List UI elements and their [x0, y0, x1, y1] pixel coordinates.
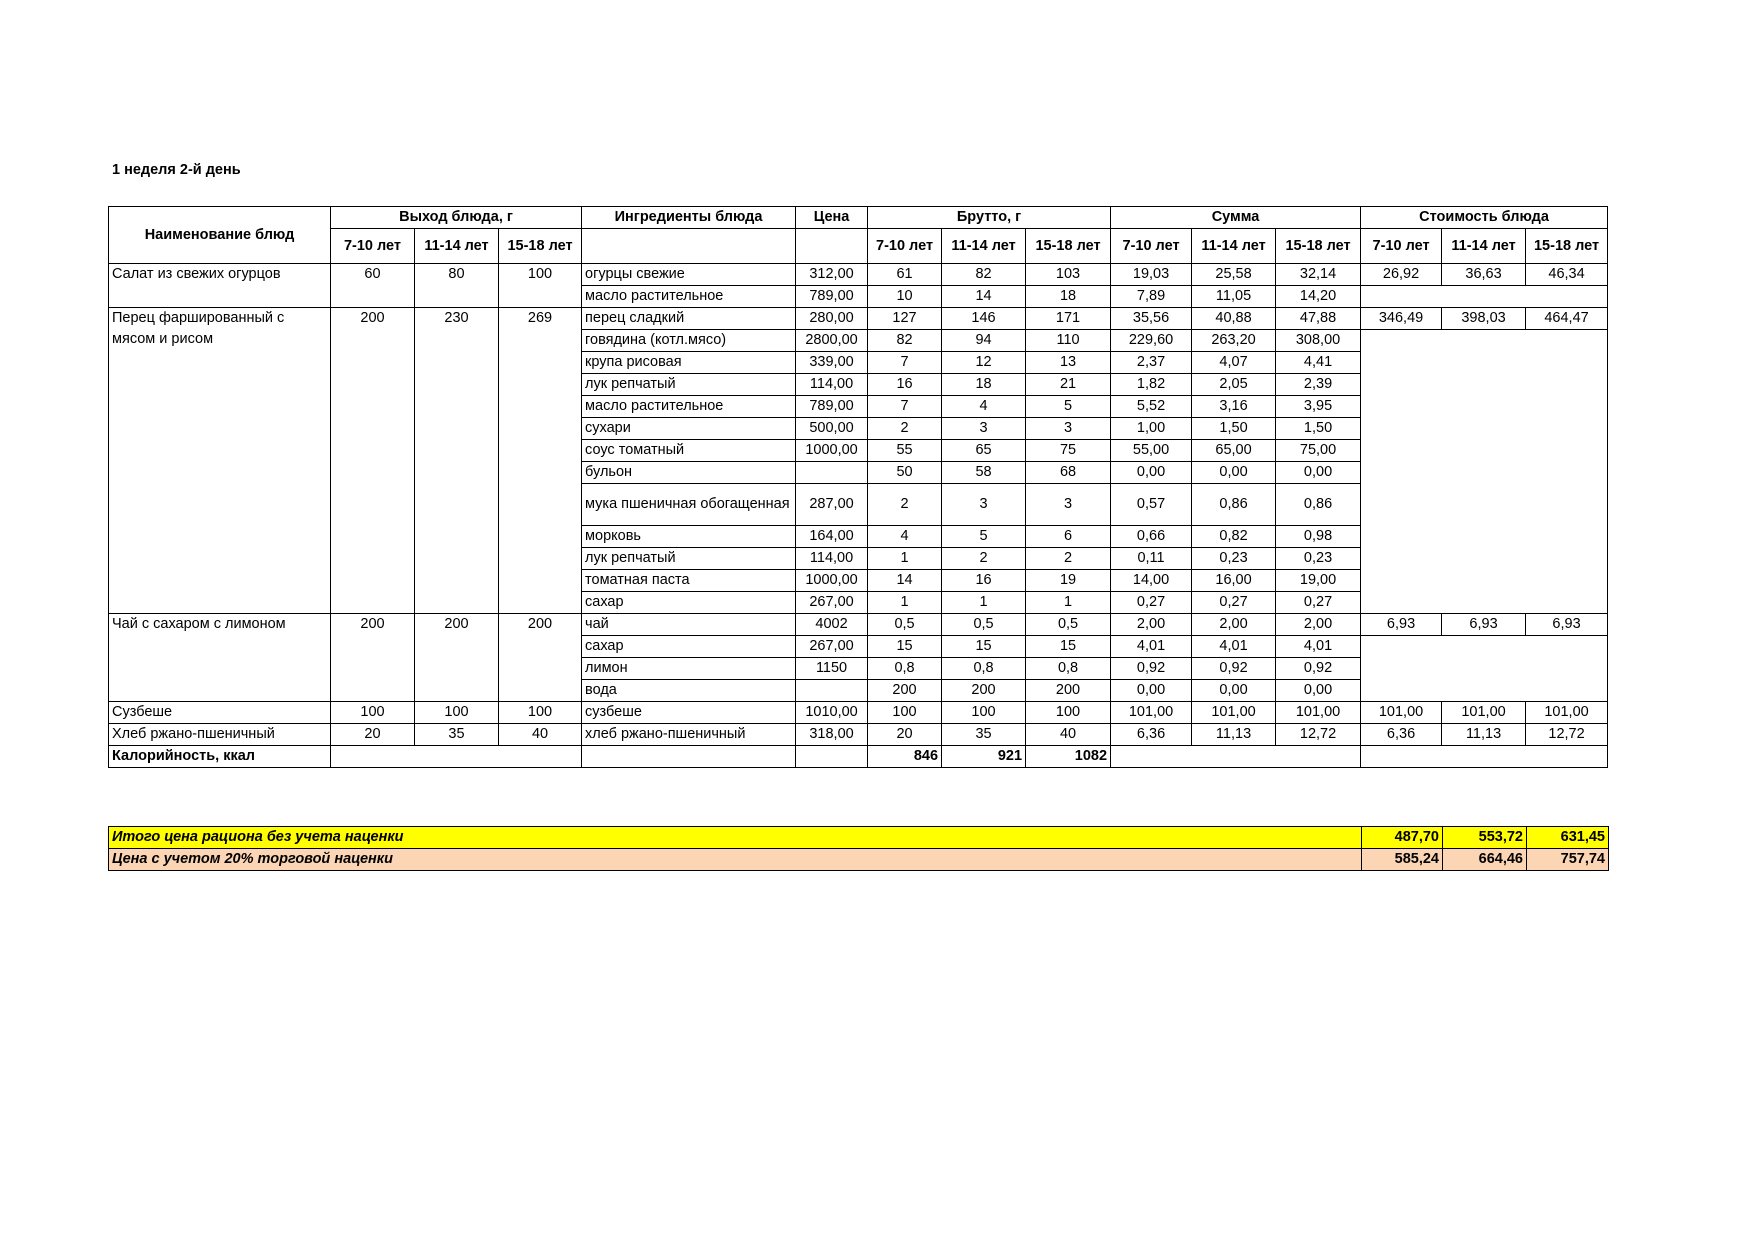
ingredient-price: 4002 — [796, 614, 868, 636]
ingredient-brutto: 16 — [942, 570, 1026, 592]
ingredient-sum: 0,27 — [1111, 592, 1192, 614]
ingredient-sum: 65,00 — [1192, 440, 1276, 462]
ingredient-sum: 47,88 — [1276, 308, 1361, 330]
dish-output: 40 — [499, 724, 582, 746]
ingredient-brutto: 3 — [942, 484, 1026, 526]
ingredient-price: 1000,00 — [796, 570, 868, 592]
ingredient-brutto: 100 — [1026, 702, 1111, 724]
calories-blank — [331, 746, 582, 768]
ingredient-brutto: 82 — [868, 330, 942, 352]
ingredient-name: перец сладкий — [582, 308, 796, 330]
table-row — [109, 702, 1608, 724]
calories-blank — [1111, 746, 1361, 768]
ingredient-sum: 4,41 — [1276, 352, 1361, 374]
ingredient-brutto: 146 — [942, 308, 1026, 330]
ingredient-brutto: 3 — [1026, 484, 1111, 526]
ingredient-brutto: 0,5 — [868, 614, 942, 636]
totals-value: 757,74 — [1527, 849, 1609, 871]
ingredient-brutto: 3 — [1026, 418, 1111, 440]
ingredient-name: лук репчатый — [582, 374, 796, 396]
header-sum-age-1: 7-10 лет — [1111, 229, 1192, 264]
totals-label: Цена с учетом 20% торговой наценки — [109, 849, 1362, 871]
calories-blank — [1361, 746, 1608, 768]
ingredient-sum: 0,92 — [1111, 658, 1192, 680]
ingredient-price: 318,00 — [796, 724, 868, 746]
ingredient-sum: 2,00 — [1192, 614, 1276, 636]
ingredient-sum: 0,00 — [1111, 680, 1192, 702]
dish-cost: 6,93 — [1526, 614, 1608, 636]
ingredient-sum: 35,56 — [1111, 308, 1192, 330]
dish-name: Чай с сахаром с лимоном — [109, 614, 331, 702]
ingredient-brutto: 40 — [1026, 724, 1111, 746]
dish-output: 269 — [499, 308, 582, 614]
calories-blank — [582, 746, 796, 768]
ingredient-sum: 3,16 — [1192, 396, 1276, 418]
ingredient-sum: 32,14 — [1276, 264, 1361, 286]
ingredient-brutto: 6 — [1026, 526, 1111, 548]
ingredient-price: 267,00 — [796, 636, 868, 658]
ingredient-name: сахар — [582, 592, 796, 614]
dish-output: 100 — [415, 702, 499, 724]
ingredient-brutto: 200 — [942, 680, 1026, 702]
ingredient-brutto: 18 — [1026, 286, 1111, 308]
ingredient-brutto: 1 — [868, 548, 942, 570]
dish-name: Перец фаршированный с мясом и рисом — [109, 308, 331, 614]
totals-row — [109, 827, 1609, 849]
ingredient-brutto: 7 — [868, 396, 942, 418]
ingredient-sum: 19,03 — [1111, 264, 1192, 286]
ingredient-brutto: 10 — [868, 286, 942, 308]
ingredient-name: чай — [582, 614, 796, 636]
ingredient-brutto: 2 — [1026, 548, 1111, 570]
menu-table — [108, 206, 1608, 768]
dish-cost: 11,13 — [1442, 724, 1526, 746]
calories-blank — [796, 746, 868, 768]
ingredient-brutto: 55 — [868, 440, 942, 462]
ingredient-price: 312,00 — [796, 264, 868, 286]
ingredient-name: лук репчатый — [582, 548, 796, 570]
ingredient-brutto: 18 — [942, 374, 1026, 396]
ingredient-sum: 101,00 — [1111, 702, 1192, 724]
ingredient-sum: 12,72 — [1276, 724, 1361, 746]
ingredient-price: 1000,00 — [796, 440, 868, 462]
dish-name: Салат из свежих огурцов — [109, 264, 331, 308]
dish-cost: 12,72 — [1526, 724, 1608, 746]
dish-output: 230 — [415, 308, 499, 614]
ingredient-sum: 4,01 — [1276, 636, 1361, 658]
ingredient-brutto: 15 — [868, 636, 942, 658]
header-cost-age-2: 11-14 лет — [1442, 229, 1526, 264]
dish-output: 200 — [415, 614, 499, 702]
ingredient-sum: 263,20 — [1192, 330, 1276, 352]
ingredient-sum: 0,82 — [1192, 526, 1276, 548]
ingredient-sum: 2,05 — [1192, 374, 1276, 396]
table-row — [109, 724, 1608, 746]
dish-cost: 346,49 — [1361, 308, 1442, 330]
ingredient-sum: 3,95 — [1276, 396, 1361, 418]
ingredient-name: бульон — [582, 462, 796, 484]
ingredient-brutto: 58 — [942, 462, 1026, 484]
ingredient-sum: 19,00 — [1276, 570, 1361, 592]
ingredient-brutto: 2 — [868, 484, 942, 526]
ingredient-name: сахар — [582, 636, 796, 658]
ingredient-sum: 0,23 — [1276, 548, 1361, 570]
ingredient-brutto: 7 — [868, 352, 942, 374]
ingredient-sum: 16,00 — [1192, 570, 1276, 592]
ingredient-brutto: 1 — [868, 592, 942, 614]
cost-blank — [1361, 286, 1608, 308]
calories-value: 921 — [942, 746, 1026, 768]
ingredient-sum: 4,01 — [1111, 636, 1192, 658]
ingredient-price: 287,00 — [796, 484, 868, 526]
ingredient-sum: 0,57 — [1111, 484, 1192, 526]
ingredient-sum: 0,92 — [1276, 658, 1361, 680]
ingredient-brutto: 82 — [942, 264, 1026, 286]
ingredient-sum: 101,00 — [1192, 702, 1276, 724]
ingredient-sum: 0,00 — [1192, 680, 1276, 702]
dish-output: 100 — [331, 702, 415, 724]
header-dish-name: Наименование блюд — [109, 207, 331, 264]
dish-cost: 101,00 — [1526, 702, 1608, 724]
calories-row — [109, 746, 1608, 768]
totals-table — [108, 826, 1609, 871]
ingredient-price — [796, 462, 868, 484]
ingredient-brutto: 200 — [868, 680, 942, 702]
ingredient-sum: 1,00 — [1111, 418, 1192, 440]
ingredient-sum: 0,00 — [1276, 680, 1361, 702]
ingredient-sum: 0,92 — [1192, 658, 1276, 680]
ingredient-brutto: 0,8 — [1026, 658, 1111, 680]
ingredient-price: 280,00 — [796, 308, 868, 330]
ingredient-brutto: 94 — [942, 330, 1026, 352]
ingredient-brutto: 19 — [1026, 570, 1111, 592]
ingredient-price: 114,00 — [796, 548, 868, 570]
dish-output: 35 — [415, 724, 499, 746]
ingredient-brutto: 1 — [1026, 592, 1111, 614]
ingredient-sum: 11,13 — [1192, 724, 1276, 746]
ingredient-price: 789,00 — [796, 396, 868, 418]
ingredient-sum: 40,88 — [1192, 308, 1276, 330]
ingredient-brutto: 103 — [1026, 264, 1111, 286]
header-empty — [796, 229, 868, 264]
header-cost: Стоимость блюда — [1361, 207, 1608, 229]
header-brutto-age-1: 7-10 лет — [868, 229, 942, 264]
calories-label: Калорийность, ккал — [109, 746, 331, 768]
ingredient-brutto: 35 — [942, 724, 1026, 746]
ingredient-sum: 0,00 — [1192, 462, 1276, 484]
ingredient-sum: 2,39 — [1276, 374, 1361, 396]
dish-output: 200 — [499, 614, 582, 702]
header-cost-age-1: 7-10 лет — [1361, 229, 1442, 264]
ingredient-brutto: 100 — [868, 702, 942, 724]
ingredient-price: 267,00 — [796, 592, 868, 614]
cost-blank — [1361, 636, 1608, 702]
ingredient-price: 1150 — [796, 658, 868, 680]
cost-blank — [1361, 330, 1608, 614]
ingredient-name: говядина (котл.мясо) — [582, 330, 796, 352]
ingredient-brutto: 0,5 — [942, 614, 1026, 636]
header-out-age-2: 11-14 лет — [415, 229, 499, 264]
dish-cost: 101,00 — [1442, 702, 1526, 724]
ingredient-brutto: 127 — [868, 308, 942, 330]
ingredient-brutto: 0,8 — [942, 658, 1026, 680]
ingredient-brutto: 5 — [1026, 396, 1111, 418]
header-out-age-3: 15-18 лет — [499, 229, 582, 264]
ingredient-brutto: 4 — [868, 526, 942, 548]
totals-value: 631,45 — [1527, 827, 1609, 849]
header-cost-age-3: 15-18 лет — [1526, 229, 1608, 264]
dish-output: 100 — [499, 264, 582, 308]
totals-value: 585,24 — [1362, 849, 1443, 871]
header-sum-age-3: 15-18 лет — [1276, 229, 1361, 264]
ingredient-name: масло растительное — [582, 286, 796, 308]
ingredient-sum: 11,05 — [1192, 286, 1276, 308]
header-out-age-1: 7-10 лет — [331, 229, 415, 264]
ingredient-price: 789,00 — [796, 286, 868, 308]
ingredient-name: сузбеше — [582, 702, 796, 724]
ingredient-brutto: 4 — [942, 396, 1026, 418]
ingredient-sum: 6,36 — [1111, 724, 1192, 746]
ingredient-brutto: 110 — [1026, 330, 1111, 352]
calories-value: 846 — [868, 746, 942, 768]
ingredient-brutto: 14 — [942, 286, 1026, 308]
ingredient-brutto: 0,8 — [868, 658, 942, 680]
totals-value: 487,70 — [1362, 827, 1443, 849]
ingredient-name: крупа рисовая — [582, 352, 796, 374]
totals-value: 553,72 — [1443, 827, 1527, 849]
header-brutto-age-2: 11-14 лет — [942, 229, 1026, 264]
dish-output: 100 — [499, 702, 582, 724]
header-sum-age-2: 11-14 лет — [1192, 229, 1276, 264]
ingredient-sum: 14,00 — [1111, 570, 1192, 592]
header-ingredients: Ингредиенты блюда — [582, 207, 796, 229]
ingredient-brutto: 100 — [942, 702, 1026, 724]
ingredient-brutto: 14 — [868, 570, 942, 592]
ingredient-name: томатная паста — [582, 570, 796, 592]
header-output: Выход блюда, г — [331, 207, 582, 229]
header-brutto-age-3: 15-18 лет — [1026, 229, 1111, 264]
header-price: Цена — [796, 207, 868, 229]
ingredient-sum: 1,50 — [1276, 418, 1361, 440]
ingredient-brutto: 3 — [942, 418, 1026, 440]
dish-output: 80 — [415, 264, 499, 308]
dish-output: 200 — [331, 308, 415, 614]
ingredient-brutto: 68 — [1026, 462, 1111, 484]
ingredient-brutto: 12 — [942, 352, 1026, 374]
ingredient-sum: 0,00 — [1276, 462, 1361, 484]
ingredient-sum: 25,58 — [1192, 264, 1276, 286]
dish-output: 20 — [331, 724, 415, 746]
ingredient-sum: 55,00 — [1111, 440, 1192, 462]
ingredient-sum: 0,27 — [1276, 592, 1361, 614]
dish-cost: 36,63 — [1442, 264, 1526, 286]
ingredient-sum: 0,23 — [1192, 548, 1276, 570]
ingredient-sum: 1,50 — [1192, 418, 1276, 440]
ingredient-sum: 0,98 — [1276, 526, 1361, 548]
ingredient-brutto: 65 — [942, 440, 1026, 462]
calories-value: 1082 — [1026, 746, 1111, 768]
ingredient-price: 114,00 — [796, 374, 868, 396]
ingredient-sum: 229,60 — [1111, 330, 1192, 352]
dish-output: 60 — [331, 264, 415, 308]
ingredient-brutto: 1 — [942, 592, 1026, 614]
ingredient-brutto: 16 — [868, 374, 942, 396]
ingredient-sum: 75,00 — [1276, 440, 1361, 462]
ingredient-brutto: 50 — [868, 462, 942, 484]
ingredient-brutto: 13 — [1026, 352, 1111, 374]
ingredient-price: 1010,00 — [796, 702, 868, 724]
ingredient-sum: 308,00 — [1276, 330, 1361, 352]
ingredient-sum: 7,89 — [1111, 286, 1192, 308]
ingredient-brutto: 15 — [942, 636, 1026, 658]
ingredient-sum: 101,00 — [1276, 702, 1361, 724]
dish-name: Сузбеше — [109, 702, 331, 724]
ingredient-sum: 1,82 — [1111, 374, 1192, 396]
ingredient-brutto: 5 — [942, 526, 1026, 548]
dish-output: 200 — [331, 614, 415, 702]
ingredient-sum: 2,37 — [1111, 352, 1192, 374]
dish-cost: 26,92 — [1361, 264, 1442, 286]
table-row — [109, 308, 1608, 330]
table-row — [109, 264, 1608, 286]
header-empty — [582, 229, 796, 264]
totals-value: 664,46 — [1443, 849, 1527, 871]
ingredient-price: 500,00 — [796, 418, 868, 440]
ingredient-name: хлеб ржано-пшеничный — [582, 724, 796, 746]
ingredient-name: морковь — [582, 526, 796, 548]
dish-cost: 464,47 — [1526, 308, 1608, 330]
dish-name: Хлеб ржано-пшеничный — [109, 724, 331, 746]
ingredient-brutto: 15 — [1026, 636, 1111, 658]
ingredient-name: масло растительное — [582, 396, 796, 418]
ingredient-sum: 0,11 — [1111, 548, 1192, 570]
header-brutto: Брутто, г — [868, 207, 1111, 229]
ingredient-sum: 14,20 — [1276, 286, 1361, 308]
dish-cost: 398,03 — [1442, 308, 1526, 330]
ingredient-brutto: 61 — [868, 264, 942, 286]
dish-cost: 6,93 — [1361, 614, 1442, 636]
table-row — [109, 614, 1608, 636]
ingredient-sum: 0,27 — [1192, 592, 1276, 614]
ingredient-brutto: 20 — [868, 724, 942, 746]
ingredient-sum: 0,86 — [1276, 484, 1361, 526]
ingredient-name: соус томатный — [582, 440, 796, 462]
ingredient-price: 164,00 — [796, 526, 868, 548]
dish-cost: 46,34 — [1526, 264, 1608, 286]
ingredient-sum: 4,01 — [1192, 636, 1276, 658]
totals-label: Итого цена рациона без учета наценки — [109, 827, 1362, 849]
ingredient-brutto: 75 — [1026, 440, 1111, 462]
dish-cost: 6,93 — [1442, 614, 1526, 636]
ingredient-name: огурцы свежие — [582, 264, 796, 286]
ingredient-price — [796, 680, 868, 702]
totals-row — [109, 849, 1609, 871]
ingredient-brutto: 21 — [1026, 374, 1111, 396]
ingredient-sum: 2,00 — [1276, 614, 1361, 636]
ingredient-brutto: 200 — [1026, 680, 1111, 702]
header-sum: Сумма — [1111, 207, 1361, 229]
ingredient-sum: 4,07 — [1192, 352, 1276, 374]
page-title: 1 неделя 2-й день — [112, 162, 241, 178]
dish-cost: 6,36 — [1361, 724, 1442, 746]
ingredient-sum: 0,00 — [1111, 462, 1192, 484]
ingredient-price: 2800,00 — [796, 330, 868, 352]
ingredient-name: мука пшеничная обогащенная — [582, 484, 796, 526]
ingredient-brutto: 0,5 — [1026, 614, 1111, 636]
ingredient-price: 339,00 — [796, 352, 868, 374]
ingredient-name: вода — [582, 680, 796, 702]
dish-cost: 101,00 — [1361, 702, 1442, 724]
ingredient-brutto: 2 — [942, 548, 1026, 570]
ingredient-brutto: 171 — [1026, 308, 1111, 330]
ingredient-name: лимон — [582, 658, 796, 680]
ingredient-sum: 0,86 — [1192, 484, 1276, 526]
ingredient-name: сухари — [582, 418, 796, 440]
ingredient-sum: 0,66 — [1111, 526, 1192, 548]
ingredient-sum: 2,00 — [1111, 614, 1192, 636]
ingredient-brutto: 2 — [868, 418, 942, 440]
ingredient-sum: 5,52 — [1111, 396, 1192, 418]
